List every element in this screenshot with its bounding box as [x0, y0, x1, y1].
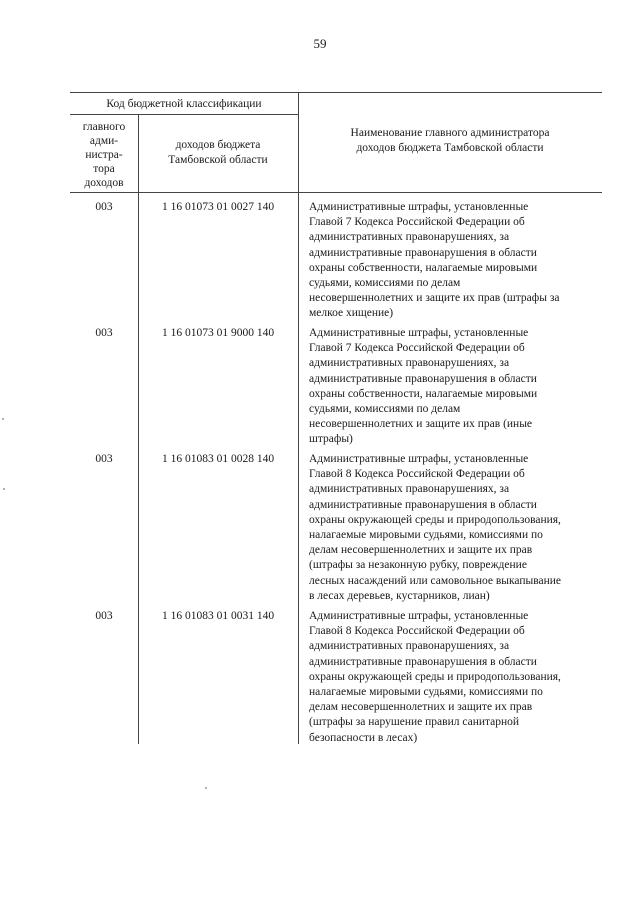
scan-speck [2, 418, 4, 420]
header-group-divider [70, 114, 298, 115]
column-divider-2 [298, 92, 299, 744]
row-description: Административные штрафы, установленные Главой 7 Кодекса Российской Федерации об административных правонарушениях, за административные правонарушения в области охраны собственности, налагаемые мировыми судьями, комиссиями по делам несовершеннолетних и защите их прав (штрафы за мелкое хищение) [309, 201, 560, 320]
scan-speck [3, 488, 5, 490]
row-description: Административные штрафы, установленные Главой 8 Кодекса Российской Федерации об административных правонарушениях, за административные правонарушения в области охраны окружающей среды и природопользования, налагаемые мировыми судьями, комиссиями по делам несовершеннолетних и защите их прав (штрафы за нарушение правил санитарной безопасности в лесах) [309, 610, 561, 744]
row-admin-code: 003 [95, 327, 113, 339]
row-description: Административные штрафы, установленные Главой 8 Кодекса Российской Федерации об административных правонарушениях, за административные правонарушения в области охраны окружающей среды и природопользования, налагаемые мировыми судьями, комиссиями по делам несовершеннолетних и защите их прав (штрафы за незаконную рубку, повреждение лесных насаждений или самовольное выкапывание в лесах деревьев, кустарников, лиан) [309, 453, 562, 602]
column-divider-1 [138, 114, 139, 744]
page-number: 59 [313, 36, 327, 51]
row-admin-code: 003 [95, 610, 113, 622]
row-income-code: 1 16 01073 01 0027 140 [161, 201, 275, 213]
header-bottom-border [70, 192, 602, 193]
row-income-code: 1 16 01083 01 0031 140 [161, 610, 275, 622]
row-income-code: 1 16 01073 01 9000 140 [161, 327, 275, 339]
table-top-border [70, 92, 602, 93]
header-group-title: Код бюджетной классификации [106, 98, 262, 110]
header-col-name: Наименование главного администратора доходов бюджета Тамбовской области [350, 127, 550, 154]
row-admin-code: 003 [95, 201, 113, 213]
row-income-code: 1 16 01083 01 0028 140 [161, 453, 275, 465]
row-description: Административные штрафы, установленные Главой 7 Кодекса Российской Федерации об административных правонарушениях, за административные правонарушения в области охраны собственности, налагаемые мировыми судьями, комиссиями по делам несовершеннолетних и защите их прав (иные штрафы) [309, 327, 538, 446]
scan-speck [205, 787, 207, 789]
header-col-income-code: доходов бюджета Тамбовской области [168, 139, 268, 166]
header-col-admin: главного адми- нистра- тора доходов [82, 121, 126, 189]
row-admin-code: 003 [95, 453, 113, 465]
